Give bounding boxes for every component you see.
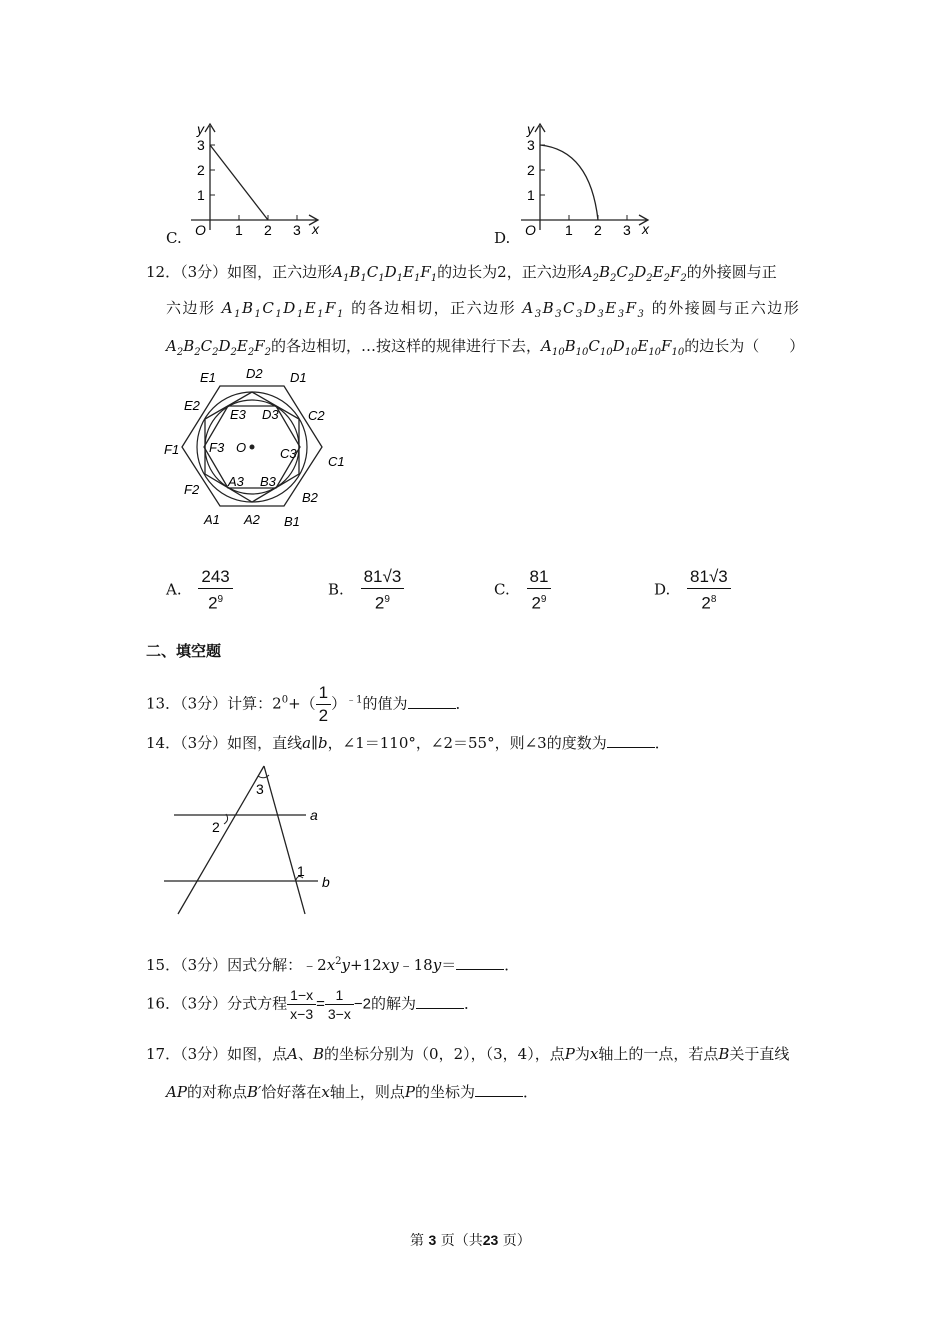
- q12-line3: $A_2B_2C_2D_2E_2F_2$的各边相切，…按这样的规律进行下去，$A_{10}B_{10}C_{10}D_{10}E_{10}F_{10}$的边长为（ ）: [166, 337, 805, 358]
- svg-text:O: O: [236, 440, 247, 455]
- option-c-label: C.: [166, 229, 182, 247]
- svg-text:E2: E2: [184, 398, 200, 413]
- svg-text:a: a: [310, 807, 318, 823]
- svg-text:3: 3: [527, 137, 535, 153]
- svg-text:1: 1: [235, 222, 243, 238]
- q17-line2: AP的对称点B′恰好落在x轴上，则点P的坐标为 ．: [166, 1083, 539, 1101]
- svg-text:3: 3: [623, 222, 631, 238]
- svg-text:x: x: [642, 221, 649, 237]
- graph-d: [515, 118, 660, 238]
- answer-blank: [408, 694, 456, 709]
- page-footer: 第 3 页（共23 页）: [410, 1232, 531, 1249]
- svg-text:E1: E1: [200, 370, 216, 385]
- svg-text:D2: D2: [246, 366, 263, 381]
- parallel-lines-figure: [160, 762, 340, 920]
- q12-option-c: C. $\frac{81}{2^9}$: [494, 566, 551, 615]
- svg-text:E3: E3: [230, 407, 246, 422]
- svg-text:D1: D1: [290, 370, 307, 385]
- svg-text:2: 2: [212, 819, 220, 835]
- hexagon-figure: [160, 362, 360, 534]
- q13: 13．（3分）计算：$2^0+$（ $\frac{1}{2}$ ）$^{﹣1}$的值为 ．: [146, 683, 471, 725]
- svg-text:F3: F3: [209, 440, 225, 455]
- svg-text:3: 3: [197, 137, 205, 153]
- svg-text:1: 1: [527, 187, 535, 203]
- svg-text:O: O: [525, 222, 536, 238]
- svg-text:2: 2: [527, 162, 535, 178]
- answer-blank: [416, 994, 464, 1009]
- axis-x-label: x: [312, 221, 319, 237]
- svg-text:B2: B2: [302, 490, 318, 505]
- q12-option-a: A. $\frac{243}{2^9}$: [166, 566, 233, 615]
- q16: 16．（3分）分式方程 $\frac{1-x}{x-3}$ = $\frac{1}{3-x}$ −2的解为 ．: [146, 987, 479, 1022]
- svg-text:2: 2: [594, 222, 602, 238]
- q15: 15．（3分）因式分解：$﹣2x^2y+12xy﹣18y=$ ．: [146, 956, 520, 974]
- svg-text:B1: B1: [284, 514, 300, 529]
- svg-text:1: 1: [197, 187, 205, 203]
- svg-text:y: y: [527, 121, 534, 137]
- section-fill-in: 二、填空题: [146, 642, 222, 660]
- svg-text:F1: F1: [164, 442, 180, 457]
- q12-option-b: B. $\frac{81√3}{2^9}$: [328, 566, 404, 615]
- option-d-label: D.: [494, 229, 511, 247]
- q12-line1: 12．（3分）如图，正六边形$A_1B_1C_1D_1E_1F_1$的边长为2，正六边形$A_2B_2C_2D_2E_2F_2$的外接圆与正: [146, 263, 777, 284]
- svg-text:C1: C1: [328, 454, 345, 469]
- answer-blank: [475, 1082, 523, 1097]
- svg-text:2: 2: [197, 162, 205, 178]
- svg-text:A2: A2: [244, 512, 260, 527]
- axis-y-label: y: [197, 121, 204, 137]
- origin-label: O: [195, 222, 206, 238]
- svg-text:1: 1: [565, 222, 573, 238]
- svg-text:B3: B3: [260, 474, 276, 489]
- svg-text:b: b: [322, 874, 330, 890]
- svg-text:1: 1: [297, 863, 305, 879]
- svg-text:F2: F2: [184, 482, 200, 497]
- svg-text:A1: A1: [204, 512, 220, 527]
- svg-text:3: 3: [293, 222, 301, 238]
- svg-text:C2: C2: [308, 408, 325, 423]
- svg-text:D3: D3: [262, 407, 279, 422]
- graph-c: [185, 118, 330, 238]
- answer-blank: [607, 733, 655, 748]
- svg-text:2: 2: [264, 222, 272, 238]
- q12-line2: 六边形 $A_1B_1C_1D_1E_1F_1$ 的各边相切，正六边形 $A_3B_3C_3D_3E_3F_3$ 的外接圆与正六边形: [166, 299, 801, 320]
- svg-text:C3: C3: [280, 446, 297, 461]
- answer-blank: [456, 955, 504, 970]
- q12-option-d: D. $\frac{81√3}{2^8}$: [654, 566, 731, 615]
- q17-line1: 17．（3分）如图，点A、B的坐标分别为（0，2），（3，4），点P为x轴上的一点，若点B关于直线: [146, 1045, 790, 1063]
- svg-text:3: 3: [256, 781, 264, 797]
- q14: 14．（3分）如图，直线a∥b，∠1＝110°，∠2＝55°，则∠3的度数为 ．: [146, 734, 670, 752]
- svg-text:A3: A3: [228, 474, 244, 489]
